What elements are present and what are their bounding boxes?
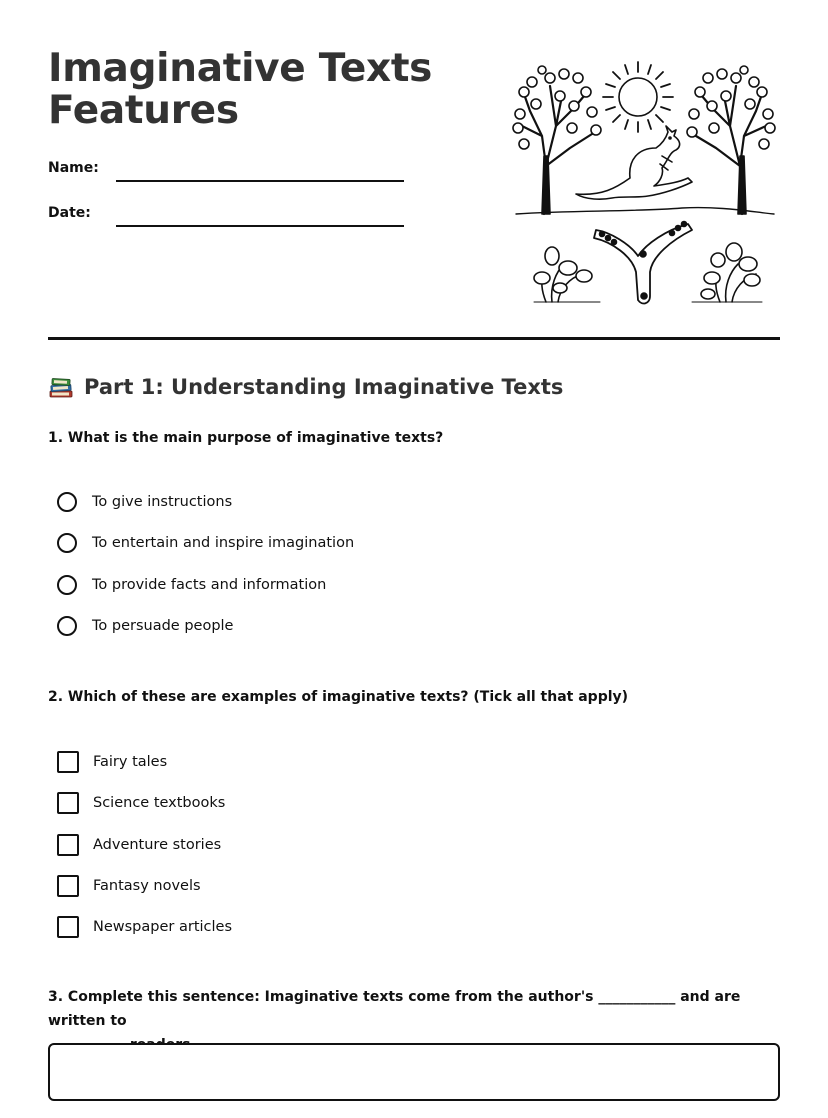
- boomerang-icon: [594, 222, 692, 304]
- right-bush-icon: [692, 243, 762, 302]
- q2-option-4[interactable]: [57, 875, 201, 897]
- section-divider: [48, 337, 780, 340]
- name-label: Name:: [48, 160, 99, 176]
- checkbox[interactable]: [57, 751, 79, 773]
- option-label: Fantasy novels: [93, 878, 201, 894]
- option-label: Adventure stories: [93, 837, 222, 853]
- radio-button[interactable]: [57, 575, 77, 595]
- option-label: Newspaper articles: [93, 919, 233, 935]
- radio-button[interactable]: [57, 616, 77, 636]
- question-3-line-1: 3. Complete this sentence: Imaginative texts come from the author's ___________ and are written to: [48, 989, 741, 1029]
- sun-icon: [603, 62, 673, 132]
- q1-option-2[interactable]: [57, 533, 354, 553]
- option-label: Fairy tales: [93, 754, 168, 770]
- option-label: To entertain and inspire imagination: [92, 535, 355, 551]
- q1-option-1[interactable]: [57, 492, 232, 512]
- q1-option-3[interactable]: [57, 575, 326, 595]
- option-label: To persuade people: [92, 618, 234, 634]
- question-1: 1. What is the main purpose of imaginative texts?: [48, 430, 444, 446]
- radio-button[interactable]: [57, 492, 77, 512]
- q2-option-3[interactable]: [57, 834, 221, 856]
- part-1-heading-text: Part 1: Understanding Imaginative Texts: [84, 375, 564, 399]
- part-1-heading: [48, 374, 563, 400]
- outback-scene-illustration: [512, 56, 776, 310]
- q2-option-5[interactable]: [57, 916, 232, 938]
- checkbox[interactable]: [57, 834, 79, 856]
- page-title: [48, 48, 432, 132]
- q2-option-1[interactable]: [57, 751, 167, 773]
- date-label: Date:: [48, 205, 91, 221]
- date-field[interactable]: [116, 225, 404, 227]
- option-label: To give instructions: [92, 494, 233, 510]
- radio-button[interactable]: [57, 533, 77, 553]
- answer-text-box[interactable]: [48, 1043, 780, 1101]
- books-icon: [48, 374, 74, 400]
- left-bush-icon: [534, 247, 600, 302]
- option-label: Science textbooks: [93, 795, 226, 811]
- checkbox[interactable]: [57, 792, 79, 814]
- ground-line: [516, 208, 774, 214]
- checkbox[interactable]: [57, 875, 79, 897]
- checkbox[interactable]: [57, 916, 79, 938]
- question-2: 2. Which of these are examples of imaginative texts? (Tick all that apply): [48, 689, 629, 705]
- left-tree-icon: [513, 66, 601, 214]
- name-field[interactable]: [116, 180, 404, 182]
- kangaroo-icon: [576, 126, 692, 199]
- title-line-1: Imaginative Texts: [48, 46, 433, 91]
- q1-option-4[interactable]: [57, 616, 233, 636]
- right-tree-icon: [687, 66, 775, 214]
- option-label: To provide facts and information: [92, 577, 327, 593]
- q2-option-2[interactable]: [57, 792, 225, 814]
- title-line-2: Features: [48, 88, 239, 133]
